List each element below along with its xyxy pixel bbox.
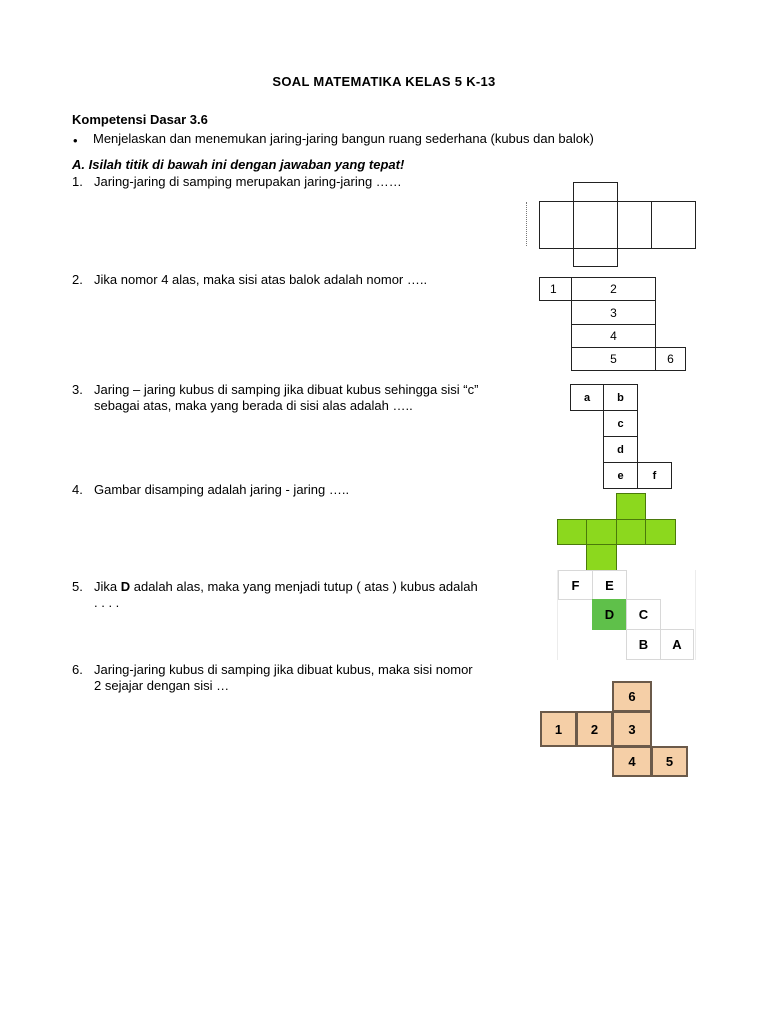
net-face bbox=[617, 201, 652, 249]
net-face bbox=[573, 201, 618, 249]
question-text-continued: sebagai atas, maka yang berada di sisi alas adalah ….. bbox=[94, 398, 413, 413]
kompetensi-description: Menjelaskan dan menemukan jaring-jaring bangun ruang sederhana (kubus dan balok) bbox=[93, 131, 594, 146]
bullet-icon: • bbox=[73, 133, 78, 148]
net-face-e: E bbox=[592, 570, 627, 600]
question-text: Gambar disamping adalah jaring - jaring ….. bbox=[94, 482, 350, 497]
net-face bbox=[539, 201, 574, 249]
question-4 bbox=[72, 482, 349, 498]
net-face-3: 3 bbox=[571, 300, 656, 325]
green-face bbox=[645, 519, 676, 545]
net-face-f: F bbox=[558, 570, 593, 600]
question-text: Jaring-jaring kubus di samping jika dibuat kubus, maka sisi nomor bbox=[94, 662, 473, 677]
question-2 bbox=[72, 272, 427, 288]
net-face-d: d bbox=[603, 436, 638, 463]
question-text: Jika D adalah alas, maka yang menjadi tutup ( atas ) kubus adalah bbox=[94, 579, 478, 594]
bold-letter-d: D bbox=[120, 579, 131, 594]
net-face-f: f bbox=[637, 462, 672, 489]
question-number: 6. bbox=[72, 662, 83, 677]
question-6 bbox=[72, 662, 473, 694]
net-face-c: c bbox=[603, 410, 638, 437]
net-face-d: D bbox=[592, 599, 627, 630]
net-face-2: 2 bbox=[576, 711, 613, 747]
question-number: 5. bbox=[72, 579, 83, 594]
net-face-1: 1 bbox=[539, 277, 572, 301]
net-face-1: 1 bbox=[540, 711, 577, 747]
net-face-3: 3 bbox=[612, 711, 652, 747]
net-face-a: a bbox=[570, 384, 604, 411]
green-face bbox=[586, 519, 617, 545]
green-face bbox=[586, 544, 617, 571]
net-face-5: 5 bbox=[571, 347, 656, 371]
question-text: Jika nomor 4 alas, maka sisi atas balok adalah nomor ….. bbox=[94, 272, 428, 287]
net-face-b: b bbox=[603, 384, 638, 411]
question-5 bbox=[72, 579, 478, 611]
question-text: Jaring-jaring di samping merupakan jaring-jaring …… bbox=[94, 174, 402, 189]
question-number: 1. bbox=[72, 174, 83, 189]
net-face-6: 6 bbox=[612, 681, 652, 712]
dotted-marker bbox=[526, 202, 527, 246]
question-number: 2. bbox=[72, 272, 83, 287]
question-number: 3. bbox=[72, 382, 83, 397]
question-text-continued: 2 sejajar dengan sisi … bbox=[94, 678, 230, 693]
net-face-e: e bbox=[603, 462, 638, 489]
green-face bbox=[616, 493, 646, 520]
question-text: Jaring – jaring kubus di samping jika dibuat kubus sehingga sisi “c” bbox=[94, 382, 479, 397]
question-text-continued: . . . . bbox=[94, 595, 120, 610]
question-number: 4. bbox=[72, 482, 83, 497]
page-title: SOAL MATEMATIKA KELAS 5 K-13 bbox=[272, 74, 496, 89]
net-face-a: A bbox=[660, 629, 694, 660]
net-face bbox=[651, 201, 696, 249]
net-face-4: 4 bbox=[612, 746, 652, 777]
kompetensi-dasar: Kompetensi Dasar 3.6 bbox=[72, 112, 208, 127]
question-3 bbox=[72, 382, 478, 414]
net-face-2: 2 bbox=[571, 277, 656, 301]
green-face bbox=[557, 519, 587, 545]
net-face bbox=[573, 182, 618, 202]
question-1 bbox=[72, 174, 402, 190]
net-face-b: B bbox=[626, 629, 661, 660]
net-face-5: 5 bbox=[651, 746, 688, 777]
net-face-4: 4 bbox=[571, 324, 656, 348]
green-face bbox=[616, 519, 646, 545]
section-title: A. Isilah titik di bawah ini dengan jawaban yang tepat! bbox=[72, 157, 405, 172]
net-face-6: 6 bbox=[655, 347, 686, 371]
net-face bbox=[573, 248, 618, 267]
net-face-c: C bbox=[626, 599, 661, 630]
